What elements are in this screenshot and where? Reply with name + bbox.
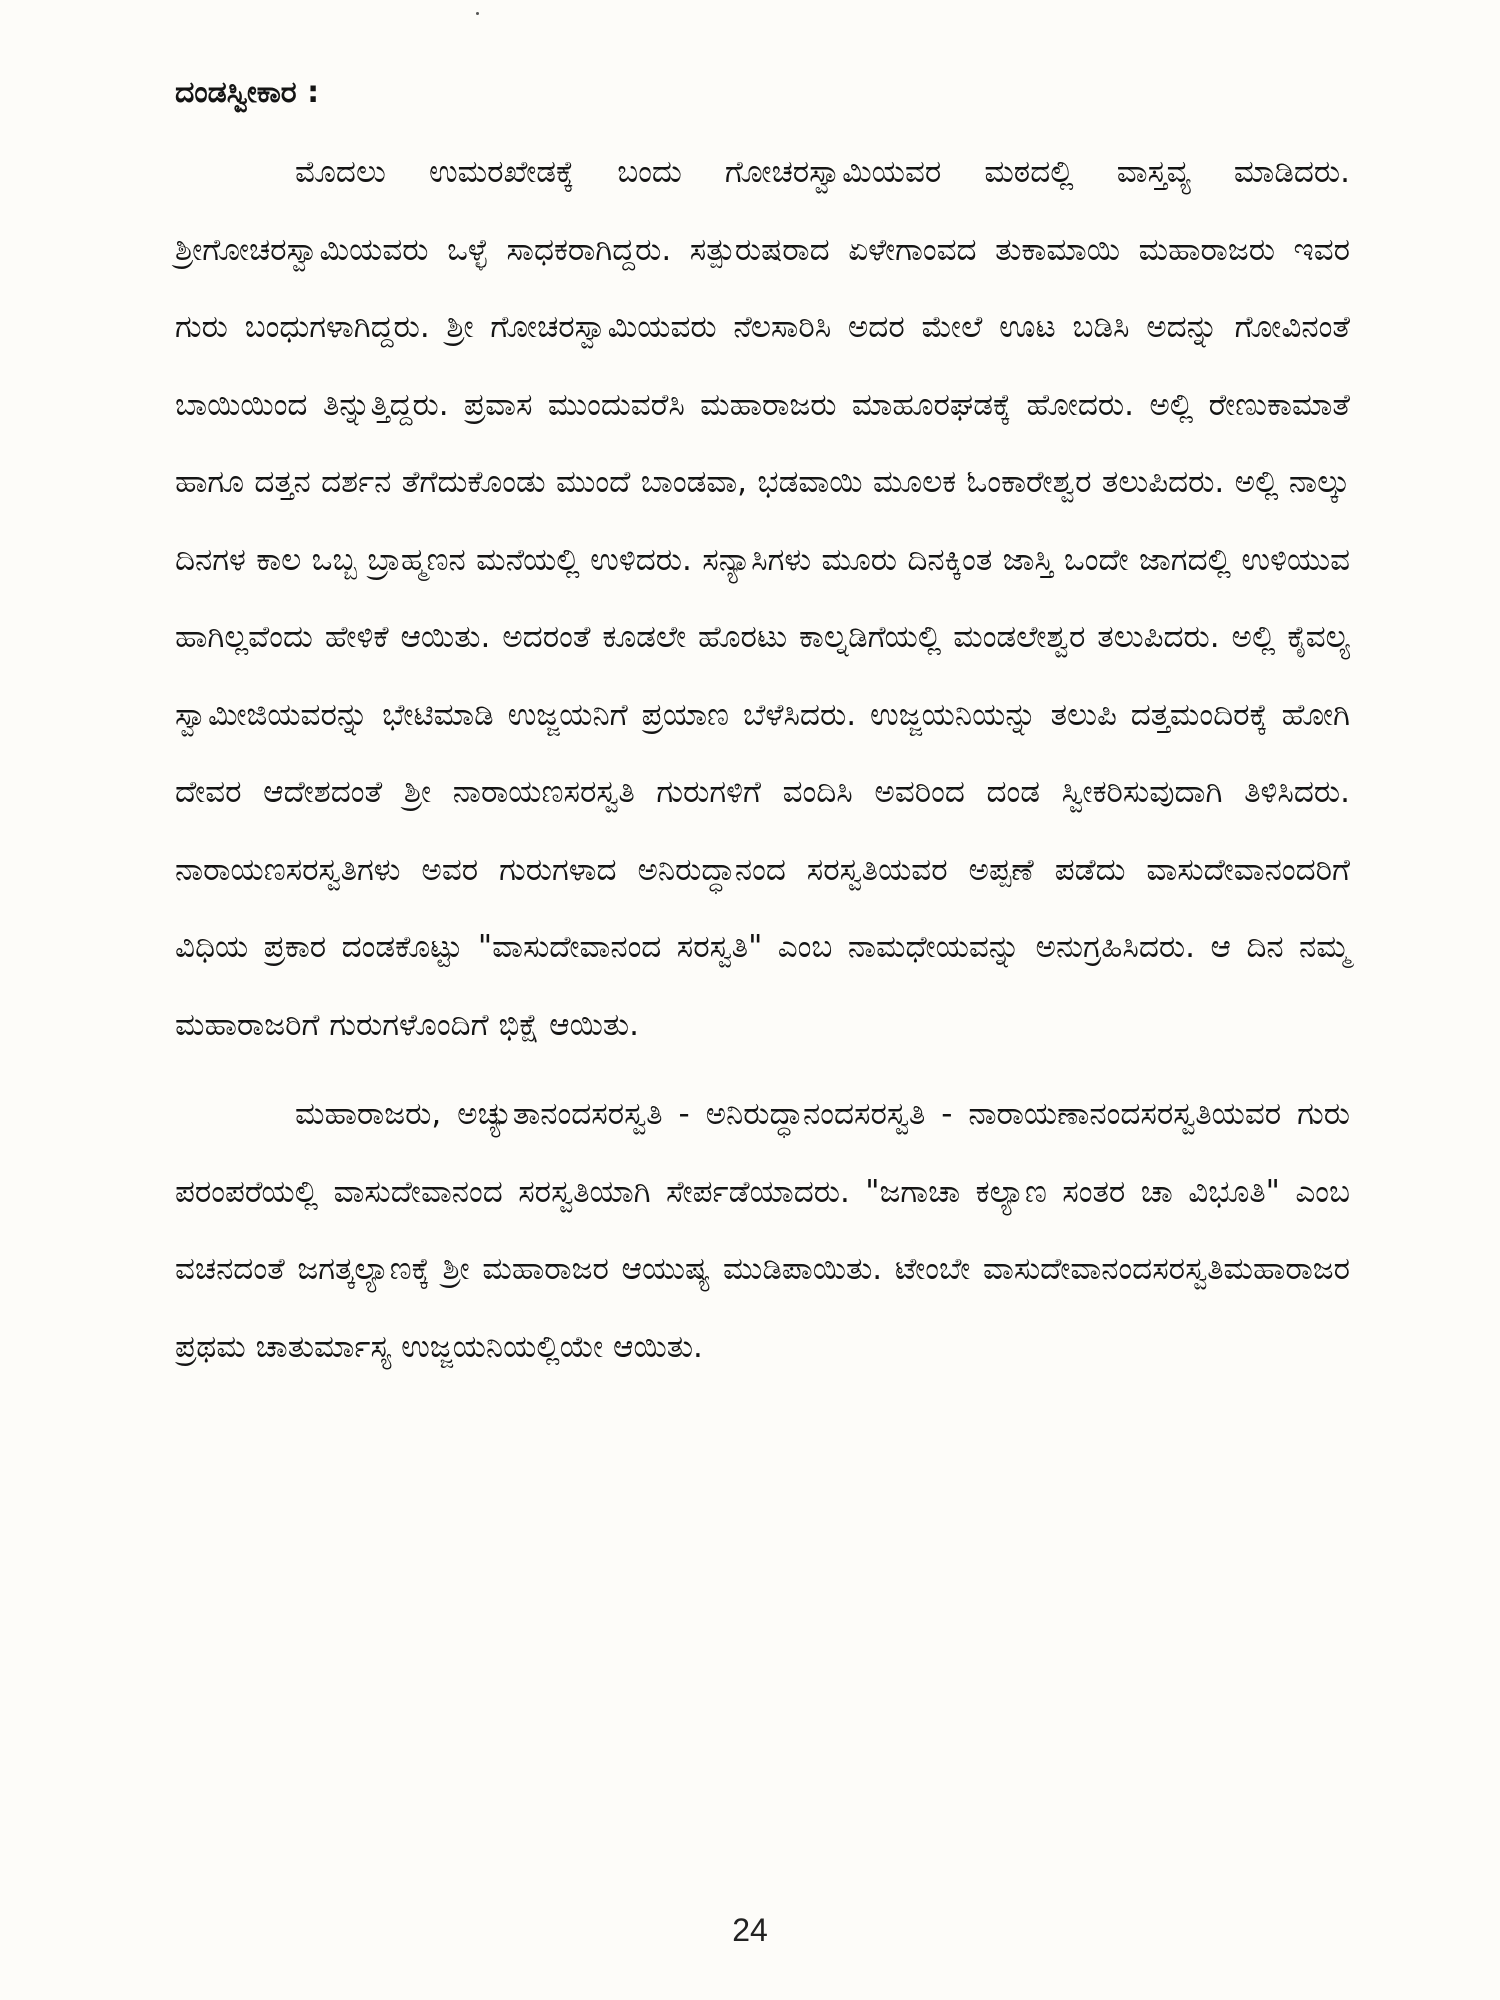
section-heading: ದಂಡಸ್ವೀಕಾರ :: [175, 75, 320, 110]
paragraph-2: ಮಹಾರಾಜರು, ಅಚ್ಯುತಾನಂದಸರಸ್ವತಿ - ಅನಿರುದ್ಧಾನಂದಸರಸ್ವತಿ - ನಾರಾಯಣಾನಂದಸರಸ್ವತಿಯವರ ಗುರು ಪರಂಪರೆಯಲ್ಲಿ ವಾಸುದೇವಾನಂದ ಸರಸ್ವತಿಯಾಗಿ ಸೇರ್ಪಡೆಯಾದರು. "ಜಗಾಚಾ ಕಲ್ಯಾಣ ಸಂತರ ಚಾ ವಿಭೂತಿ" ಎಂಬ ವಚನದಂತೆ ಜಗತ್ಕಲ್ಯಾಣಕ್ಕೆ ಶ್ರೀ ಮಹಾರಾಜರ ಆಯುಷ್ಯ ಮುಡಿಪಾಯಿತು. ಟೇಂಬೇ ವಾಸುದೇವಾನಂದಸರಸ್ವತಿಮಹಾರಾಜರ ಪ್ರಥಮ ಚಾತುರ್ಮಾಸ್ಯ ಉಜ್ಜಯನಿಯಲ್ಲಿಯೇ ಆಯಿತು.: [175, 1096, 1350, 1365]
page-content: [175, 58, 1350, 1386]
page-number: 24: [732, 1912, 768, 1948]
paragraph-1: ಮೊದಲು ಉಮರಖೇಡಕ್ಕೆ ಬಂದು ಗೋಚರಸ್ವಾಮಿಯವರ ಮಠದಲ್ಲಿ ವಾಸ್ತವ್ಯ ಮಾಡಿದರು. ಶ್ರೀಗೋಚರಸ್ವಾಮಿಯವರು ಒಳ್ಳೆ ಸಾಧಕರಾಗಿದ್ದರು. ಸತ್ಪುರುಷರಾದ ಏಳೇಗಾಂವದ ತುಕಾಮಾಯಿ ಮಹಾರಾಜರು ಇವರ ಗುರು ಬಂಧುಗಳಾಗಿದ್ದರು. ಶ್ರೀ ಗೋಚರಸ್ವಾಮಿಯವರು ನೆಲಸಾರಿಸಿ ಅದರ ಮೇಲೆ ಊಟ ಬಡಿಸಿ ಅದನ್ನು ಗೋವಿನಂತೆ ಬಾಯಿಯಿಂದ ತಿನ್ನುತ್ತಿದ್ದರು. ಪ್ರವಾಸ ಮುಂದುವರೆಸಿ ಮಹಾರಾಜರು ಮಾಹೂರಘಡಕ್ಕೆ ಹೋದರು. ಅಲ್ಲಿ ರೇಣುಕಾಮಾತೆ ಹಾಗೂ ದತ್ತನ ದರ್ಶನ ತೆಗೆದುಕೊಂಡು ಮುಂದೆ ಬಾಂಡವಾ, ಭಡವಾಯಿ ಮೂಲಕ ಓಂಕಾರೇಶ್ವರ ತಲುಪಿದರು. ಅಲ್ಲಿ ನಾಲ್ಕು ದಿನಗಳ ಕಾಲ ಒಬ್ಬ ಬ್ರಾಹ್ಮಣನ ಮನೆಯಲ್ಲಿ ಉಳಿದರು. ಸನ್ಯಾಸಿಗಳು ಮೂರು ದಿನಕ್ಕಿಂತ ಜಾಸ್ತಿ ಒಂದೇ ಜಾಗದಲ್ಲಿ ಉಳಿಯುವ ಹಾಗಿಲ್ಲವೆಂದು ಹೇಳಿಕೆ ಆಯಿತು. ಅದರಂತೆ ಕೂಡಲೇ ಹೊರಟು ಕಾಲ್ನಡಿಗೆಯಲ್ಲಿ ಮಂಡಲೇಶ್ವರ ತಲುಪಿದರು. ಅಲ್ಲಿ ಕೈವಲ್ಯ ಸ್ವಾಮೀಜಿಯವರನ್ನು ಭೇಟಿಮಾಡಿ ಉಜ್ಜಯನಿಗೆ ಪ್ರಯಾಣ ಬೆಳೆಸಿದರು. ಉಜ್ಜಯನಿಯನ್ನು ತಲುಪಿ ದತ್ತಮಂದಿರಕ್ಕೆ ಹೋಗಿ ದೇವರ ಆದೇಶದಂತೆ ಶ್ರೀ ನಾರಾಯಣಸರಸ್ವತಿ ಗುರುಗಳಿಗೆ ವಂದಿಸಿ ಅವರಿಂದ ದಂಡ ಸ್ವೀಕರಿಸುವುದಾಗಿ ತಿಳಿಸಿದರು. ನಾರಾಯಣಸರಸ್ವತಿಗಳು ಅವರ ಗುರುಗಳಾದ ಅನಿರುದ್ಧಾನಂದ ಸರಸ್ವತಿಯವರ ಅಪ್ಪಣೆ ಪಡೆದು ವಾಸುದೇವಾನಂದರಿಗೆ ವಿಧಿಯ ಪ್ರಕಾರ ದಂಡಕೊಟ್ಟು "ವಾಸುದೇವಾನಂದ ಸರಸ್ವತಿ" ಎಂಬ ನಾಮಧೇಯವನ್ನು ಅನುಗ್ರಹಿಸಿದರು. ಆ ದಿನ ನಮ್ಮ ಮಹಾರಾಜರಿಗೆ ಗುರುಗಳೊಂದಿಗೆ ಭಿಕ್ಷೆ ಆಯಿತು.: [175, 154, 1350, 1043]
print-speck: [476, 12, 479, 15]
